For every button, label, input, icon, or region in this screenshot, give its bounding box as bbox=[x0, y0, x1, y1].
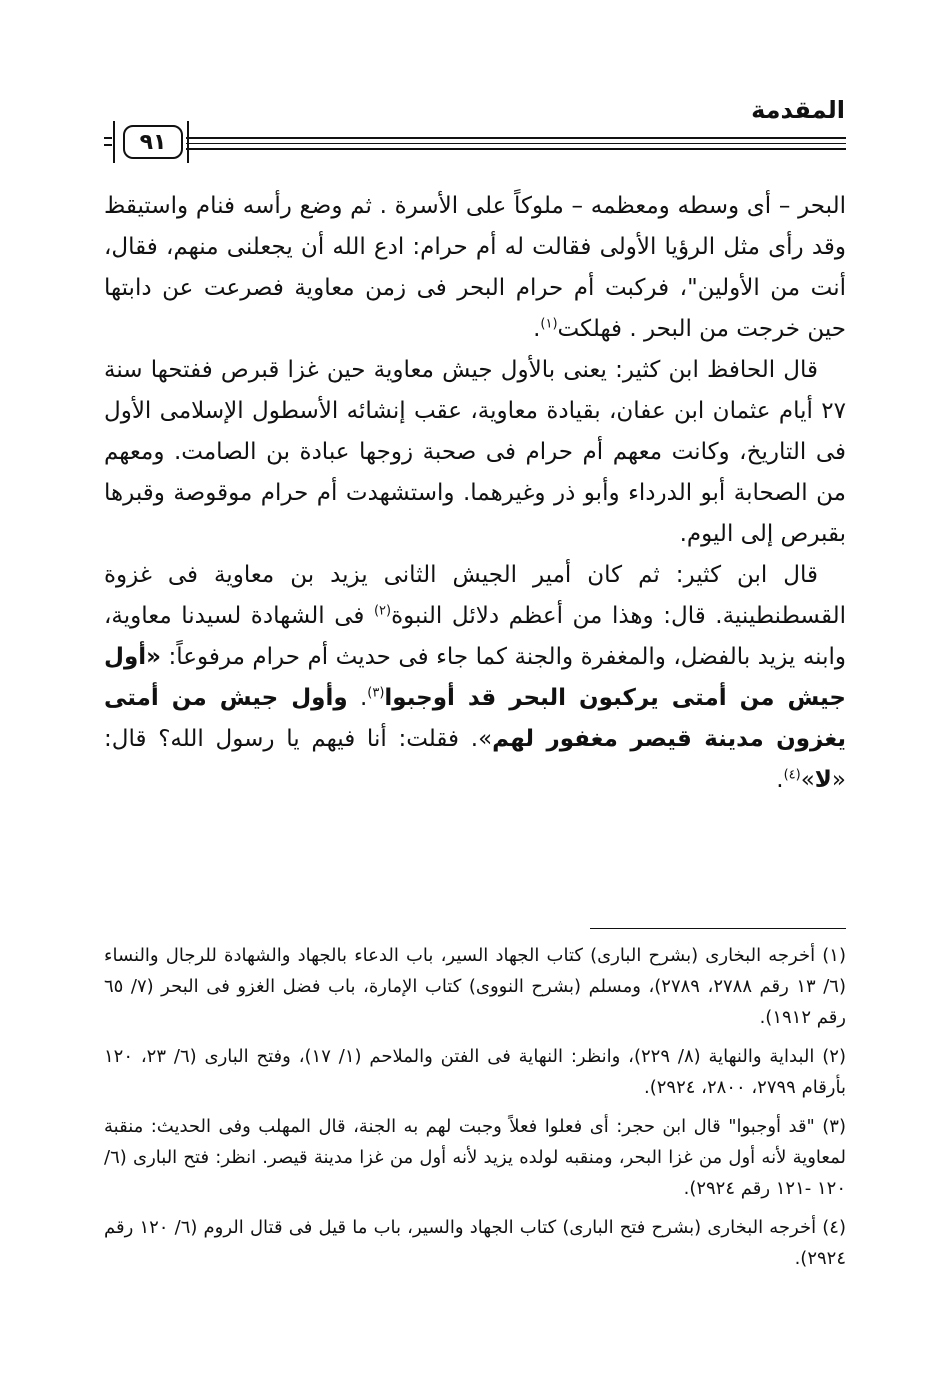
paragraph: قال الحافظ ابن كثير: يعنى بالأول جيش معاوية حين غزا قبرص ففتحها سنة ٢٧ أيام عثمان ابن عفان، بقيادة معاوية، عقب إنشائه الأسطول الإسلامى الأول فى التاريخ، وكانت معهم أم حرام فى صحبة زوجها عبادة بن الصامت. ومعهم من الصحابة أبو الدرداء وأبو ذر وغيرهما. واستشهدت أم حرام موقوصة وقبرها بقبرص إلى اليوم. bbox=[104, 357, 846, 547]
running-title: المقدمة bbox=[751, 96, 845, 124]
footnote-ref: (١) bbox=[540, 316, 558, 332]
header-rule bbox=[186, 143, 846, 144]
footnote: (٤) أخرجه البخارى (بشرح فتح البارى) كتاب الجهاد والسير، باب ما قيل فى قتال الروم (٦/ ١٢٠ رقم ٢٩٢٤). bbox=[104, 1217, 846, 1269]
footnotes bbox=[104, 940, 846, 1282]
hadith-text: وأول جيش من أمتى يغزون مدينة قيصر مغفور لهم bbox=[104, 685, 846, 752]
paragraph: البحر – أى وسطه ومعظمه – ملوكاً على الأسرة . ثم وضع رأسه فنام واستيقظ وقد رأى مثل الرؤيا الأولى فقالت له أم حرام: ادع الله أن يجعلنى منهم، فقال، أنت من الأولين"، فركبت أم حرام البحر فى زمن معاوية فصرعت عن دابتها حين خرجت من البحر . فهلكت$^{(١)}$. bbox=[104, 193, 846, 342]
footnote-separator bbox=[590, 928, 846, 929]
page-number: ٩١ bbox=[123, 125, 183, 159]
hadith-text: «أول جيش من أمتى يركبون البحر قد أوجبوا bbox=[104, 644, 846, 711]
header-rule bbox=[186, 148, 846, 150]
footnote-ref: (٣) bbox=[367, 685, 385, 701]
footnote: (٢) البداية والنهاية (٨/ ٢٢٩)، وانظر: النهاية فى الفتن والملاحم (١/ ١٧)، وفتح البارى (٦/ ٢٣، ١٢٠ بأرقام ٢٧٩٩، ٢٨٠٠، ٢٩٢٤). bbox=[104, 1046, 846, 1098]
paragraph: قال ابن كثير: ثم كان أمير الجيش الثانى يزيد بن معاوية فى غزوة القسطنطينية. قال: وهذا من أعظم دلائل النبوة$^{(٢)}$ فى الشهادة لسيدنا معاوية، وابنه يزيد بالفضل، والمغفرة والجنة كما جاء فى حديث أم حرام مرفوعاً: «أول جيش من أمتى يركبون البحر قد أوجبوا$^{(٣)}$. وأول جيش من أمتى يغزون مدينة قيصر مغفور لهم». فقلت: أنا فيهم يا رسول الله؟ قال: «لا»$^{(٤)}$. bbox=[104, 562, 846, 793]
hadith-text: لا bbox=[814, 767, 832, 793]
footnote-ref: (٤) bbox=[783, 767, 801, 783]
footnote-ref: (٢) bbox=[373, 603, 392, 619]
main-text bbox=[104, 186, 846, 801]
header-rule bbox=[186, 137, 846, 139]
footnote: (٣) "قد أوجبوا" قال ابن حجر: أى فعلوا فعلاً وجبت لهم به الجنة، قال المهلب وفى الحديث: منقبة لمعاوية لأنه أول من غزا البحر، ومنقبه لولده يزيد لأنه أول من غزا مدينة قيصر. انظر: فتح البارى (٦/ ١٢٠ -١٢١ رقم ٢٩٢٤). bbox=[104, 1116, 846, 1199]
header-rule-dash bbox=[104, 137, 112, 146]
footnote: (١) أخرجه البخارى (بشرح البارى) كتاب الجهاد السير، باب الدعاء بالجهاد والشهادة للرجال والنساء (٦/ ١٣ رقم ٢٧٨٨، ٢٧٨٩)، ومسلم (بشرح النووى) كتاب الإمارة، باب فضل الغزو فى البحر (٧/ ٦٥ رقم ١٩١٢). bbox=[104, 945, 846, 1028]
